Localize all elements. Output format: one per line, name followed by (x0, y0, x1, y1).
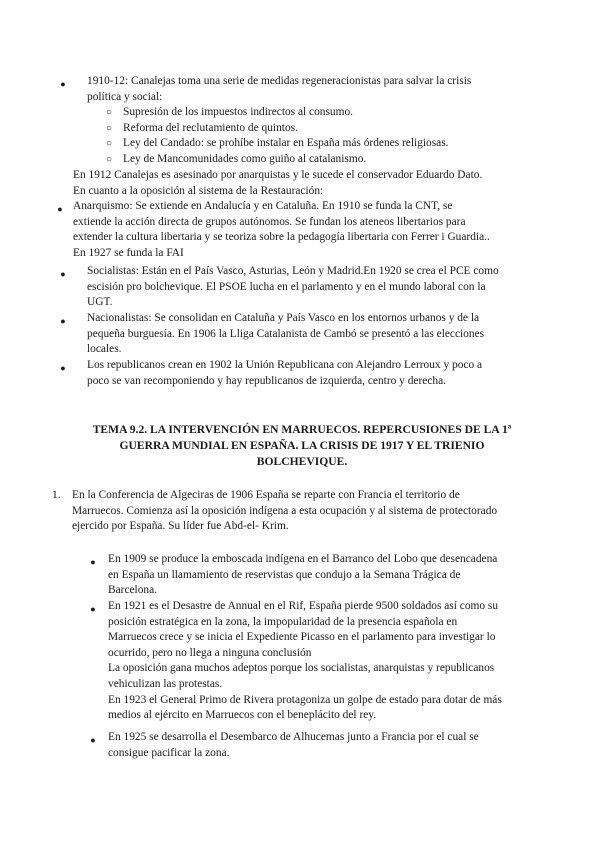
bullet-icon: ● (60, 79, 66, 89)
morocco-item-1925 (108, 730, 479, 761)
heading-line: BOLCHEVIQUE. (256, 455, 348, 468)
text-line: Barcelona. (108, 584, 158, 597)
numbered-item-algeciras (72, 488, 497, 535)
text-line: En 1927 se funda la FAI (73, 246, 184, 259)
text-line: en España un llamamiento de reservistas que condujo a la Semana Trágica de (108, 568, 461, 581)
list-number: 1. (52, 489, 61, 501)
circle-bullet-icon: ○ (105, 138, 113, 149)
circle-bullet-icon: ○ (105, 107, 113, 118)
text-line: 1910-12: Canalejas toma una serie de medidas regeneracionistas para salvar la crisis (87, 75, 472, 87)
text-line: En 1912 Canalejas es asesinado por anarquistas y le sucede el conservador Eduardo Dato. (73, 169, 483, 181)
heading-line: GUERRA MUNDIAL EN ESPAÑA. LA CRISIS DE 1917 Y EL TRIENIO (119, 439, 485, 452)
bullet-icon: ● (60, 363, 66, 373)
text-line: La oposición gana muchos adeptos porque los socialistas, anarquistas y republicanos (108, 662, 495, 675)
text-line: ocurrido, pero no llega a ninguna conclusión (108, 646, 312, 659)
bullet-icon: ● (90, 604, 96, 614)
opposition-item-republicanos (87, 358, 482, 389)
text-line: Anarquismo: Se extiende en Andalucía y en Cataluña. En 1910 se funda la CNT, se (73, 200, 453, 212)
text-line: En 1909 se produce la emboscada indígena en el Barranco del Lobo que desencadena (108, 553, 498, 565)
text-line: En 1925 se desarrolla el Desembarco de Alhucemas junto a Francia por el cual se (108, 731, 479, 743)
paragraph-1912 (73, 168, 482, 199)
heading-line: TEMA 9.2. LA INTERVENCIÓN EN MARRUECOS. REPERCUSIONES DE LA 1ª (92, 423, 512, 436)
text-line: extender la cultura libertaria y se teoriza sobre la pedagogía libertaria con Ferrer i Guardia.. (73, 231, 490, 244)
text-line: En 1923 el General Primo de Rivera protagoniza un golpe de estado para dotar de más (108, 693, 502, 706)
bullet-icon: ● (57, 204, 63, 214)
sub-item: Reforma del reclutamiento de quintos. (123, 122, 298, 134)
opposition-item-socialistas (87, 264, 499, 311)
bullet-icon: ● (90, 557, 96, 567)
text-line: medios al ejército en Marruecos con el beneplácito del rey. (108, 709, 377, 722)
opposition-item-anarquismo (73, 199, 490, 261)
text-line: UGT. (87, 296, 113, 309)
intro-bullet-text (87, 74, 471, 105)
sub-item: Supresión de los impuestos indirectos al consumo. (123, 106, 354, 118)
text-line: ejercido por España. Su líder fue Abd-el- Krim. (72, 520, 289, 533)
text-line: Nacionalistas: Se consolidan en Cataluña y País Vasco en los entornos urbanos y de la (87, 312, 480, 324)
text-line: Marruecos crece y se inicia el Expediente Picasso en el parlamento para investigar lo (108, 631, 496, 644)
text-line: extiende la acción directa de grupos autónomos. Se fundan los ateneos libertarios para (73, 215, 466, 228)
text-line: política y social: (87, 90, 163, 103)
circle-bullet-icon: ○ (105, 154, 113, 165)
text-line: pequeña burguesía. En 1906 la Lliga Catalanista de Cambó se presentó a las elecciones (87, 327, 485, 340)
opposition-item-nacionalistas (87, 311, 484, 358)
text-line: consigue pacificar la zona. (108, 746, 230, 759)
text-line: En la Conferencia de Algeciras de 1906 España se reparte con Francia el territorio de (72, 489, 460, 501)
text-line: locales. (87, 343, 122, 356)
morocco-item-1909 (108, 552, 497, 599)
text-line: vehiculizan las protestas. (108, 677, 223, 690)
text-line: escisión pro bolchevique. El PSOE lucha en el parlamento y en el mundo laboral con la (87, 280, 486, 293)
text-line: En 1921 es el Desastre de Annual en el Rif, España pierde 9500 soldados así como su (108, 600, 499, 612)
sub-item: Ley de Mancomunidades como guiño al catalanismo. (123, 153, 367, 165)
text-line: Socialistas: Están en el País Vasco, Asturias, León y Madrid.En 1920 se crea el PCE como (87, 265, 499, 277)
circle-bullet-icon: ○ (105, 123, 113, 134)
text-line: En cuanto a la oposición al sistema de la Restauración: (73, 184, 324, 197)
text-line: poco se van recomponiendo y hay republicanos de izquierda, centro y derecha. (87, 374, 446, 387)
section-heading (74, 422, 530, 470)
morocco-item-1921 (108, 599, 502, 724)
text-line: Los republicanos crean en 1902 la Unión Republicana con Alejandro Lerroux y poco a (87, 359, 483, 371)
bullet-icon: ● (60, 269, 66, 279)
text-line: posición estratégica en la zona, la impopularidad de la presencia española en (108, 615, 458, 628)
text-line: Marruecos. Comienza así la oposición indígena a esta ocupación y al sistema de protectorado (72, 504, 498, 517)
sub-item: Ley del Candado: se prohíbe instalar en España más órdenes religiosas. (123, 137, 449, 149)
bullet-icon: ● (90, 735, 96, 745)
bullet-icon: ● (60, 316, 66, 326)
